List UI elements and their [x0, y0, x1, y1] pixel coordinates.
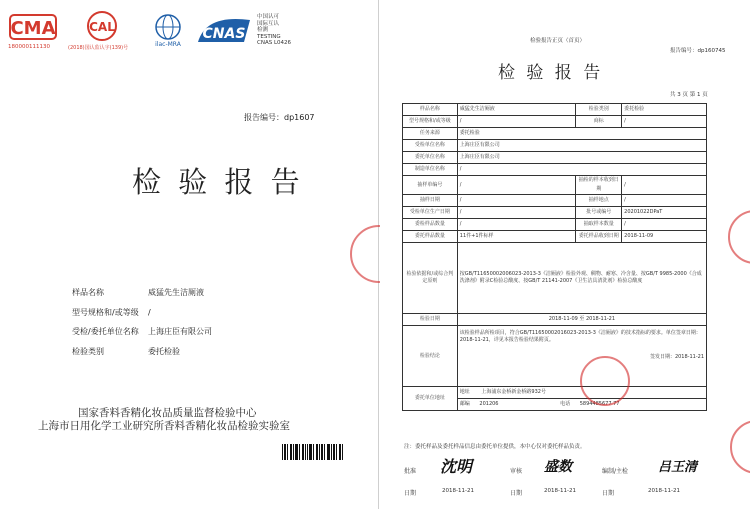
- approver-label: 批准: [404, 468, 417, 475]
- cnas-caption-line-1: 中国认可: [257, 14, 280, 20]
- cover-field-client: 受检/委托单位名称 上海庄臣有限公司: [72, 327, 212, 336]
- cma-logo-text: CMA: [10, 18, 56, 39]
- table-row: 受检单位名称 上海庄臣有限公司: [403, 140, 707, 152]
- phone-value: 5894485677 77: [579, 401, 620, 407]
- cnas-caption-line-5: CNAS L0426: [257, 40, 292, 46]
- conclusion-seal-stamp: [580, 356, 630, 406]
- cover-field-model: 型号规格和/或等级 /: [72, 307, 151, 317]
- cma-logo: [8, 12, 58, 50]
- cnas-caption: [257, 14, 291, 47]
- reviewer-label: 审核: [510, 468, 523, 475]
- cover-report-number-label: 报告编号：: [244, 113, 284, 122]
- phone-label: 电话: [560, 401, 571, 407]
- table-row: 样品名称 威猛先生洁厕液 检验类别 委托检验: [403, 104, 707, 116]
- cnas-mark-icon: [194, 12, 254, 48]
- table-row-conclusion: 检验结论 该检验样品所检项目，符合GB/T11650002016023-2013-3《洁厕液》的技术指标的要求。单位签章日期：2018-11-21，详见本报告检验结果附页。 签发日期：2018-11-21: [403, 326, 707, 387]
- cover-field-category: 检验类别 委托检验: [72, 346, 180, 356]
- postcode-value: 201206: [479, 401, 499, 407]
- table-row-address: 委托单位地址 地址 上海浦东金桥新金桥路932号: [403, 387, 707, 399]
- cal-number: (2018)国认监认字(139)号: [68, 45, 129, 51]
- approver-date-label: 日期: [404, 490, 417, 497]
- editor-signature: 吕王清: [658, 460, 698, 475]
- cal-logo: [68, 10, 138, 52]
- editor-label: 编制/主检: [602, 468, 629, 475]
- cal-logo-text: CAL: [89, 20, 115, 34]
- cal-mark-icon: [80, 10, 124, 42]
- edge-seal-stamp-right-bottom: [730, 420, 750, 474]
- cnas-caption-line-2: 国际互认: [257, 20, 280, 27]
- conclusion-sign-date: 签发日期：2018-11-21: [649, 354, 704, 360]
- cnas-caption-line-3: 检测: [257, 27, 269, 33]
- report-number: 报告编号：dp160745: [670, 48, 726, 54]
- address-value: 上海浦东金桥新金桥路932号: [481, 389, 546, 395]
- table-row: 受检单位生产日期 / 批号或编号 20201022DPaT: [403, 207, 707, 219]
- conclusion-text: 该检验样品所检项目，符合GB/T11650002016023-2013-3《洁厕液》的技术指标的要求。单位签章日期：2018-11-21，详见本报告检验结果附页。: [459, 330, 701, 343]
- cover-report-number-value: dp1607: [284, 113, 320, 122]
- org-name-line-2: 上海市日用化学工业研究所香料香精化妆品检验实验室: [38, 420, 290, 432]
- table-row: 委检样品数量 / 抽取样本数量 /: [403, 219, 707, 231]
- editor-date: 2018-11-21: [648, 488, 680, 494]
- cover-fields: [72, 283, 212, 361]
- report-note: 注：委托样品及委托样品信息由委托单位提供，本中心仅对委托样品负责。: [404, 444, 586, 450]
- report-main-page: [380, 0, 750, 509]
- table-row: 抽样日期 / 抽样地点 /: [403, 195, 707, 207]
- cma-number: 180000111130: [8, 44, 50, 50]
- org-name-line-1: 国家香料香精化妆品质量监督检验中心: [78, 407, 257, 419]
- edge-seal-stamp-right-top: [728, 210, 750, 264]
- table-row: 任务来源 委托检验: [403, 128, 707, 140]
- approver-signature: 沈明: [440, 457, 473, 476]
- report-table: [402, 103, 707, 411]
- cma-mark-icon: [8, 12, 58, 42]
- table-row: 抽样单编号 / 抽检的样本收到日期 /: [403, 176, 707, 195]
- ilac-globe-icon: [146, 12, 190, 48]
- address-label: 地址: [459, 389, 470, 395]
- cover-title: 检 验 报 告: [132, 165, 304, 199]
- cnas-logo-text: CNAS: [202, 26, 246, 42]
- reviewer-date: 2018-11-21: [544, 488, 576, 494]
- reviewer-signature: 盛数: [544, 459, 572, 475]
- ilac-mra-logo: [146, 12, 190, 48]
- cnas-logo: [194, 12, 254, 48]
- postcode-label: 邮编: [459, 401, 470, 407]
- report-header-small: 检验报告正页（首页）: [530, 38, 586, 44]
- ilac-logo-text: ilac-MRA: [155, 41, 181, 48]
- reviewer-date-label: 日期: [510, 490, 523, 497]
- cover-report-number: [244, 112, 320, 123]
- table-row: 委托样品数量 11件+1件标样 委托样品收到日期 2018-11-09: [403, 231, 707, 243]
- table-row: 型号规格和/或等级 / 商标 /: [403, 116, 707, 128]
- report-title: 检 验 报 告: [498, 63, 604, 83]
- approver-date: 2018-11-21: [442, 488, 474, 494]
- cover-field-sample-name: 样品名称 威猛先生洁厕液: [72, 288, 204, 297]
- report-page-counter: 共 3 页 第 1 页: [670, 92, 708, 98]
- table-row: 委托单位名称 上海庄臣有限公司: [403, 152, 707, 164]
- editor-date-label: 日期: [602, 490, 615, 497]
- barcode-icon: [282, 444, 344, 460]
- cnas-caption-line-4: TESTING: [257, 33, 281, 40]
- table-row-date: 检验日期 2018-11-09 至 2018-11-21: [403, 314, 707, 326]
- table-row-basis: 检验依据和/或综合判定原则 按GB/T11650002006023-2013-3《洁厕液》检验外观、稠物、耐寒、冷含量、按GB/T 9985-2000《合成洗涤剂》附录C检验总酸度、按GB/T 21141-2007《卫生洁具清洗剂》检验总酸度: [403, 243, 707, 314]
- table-row: 制造单位名称 /: [403, 164, 707, 176]
